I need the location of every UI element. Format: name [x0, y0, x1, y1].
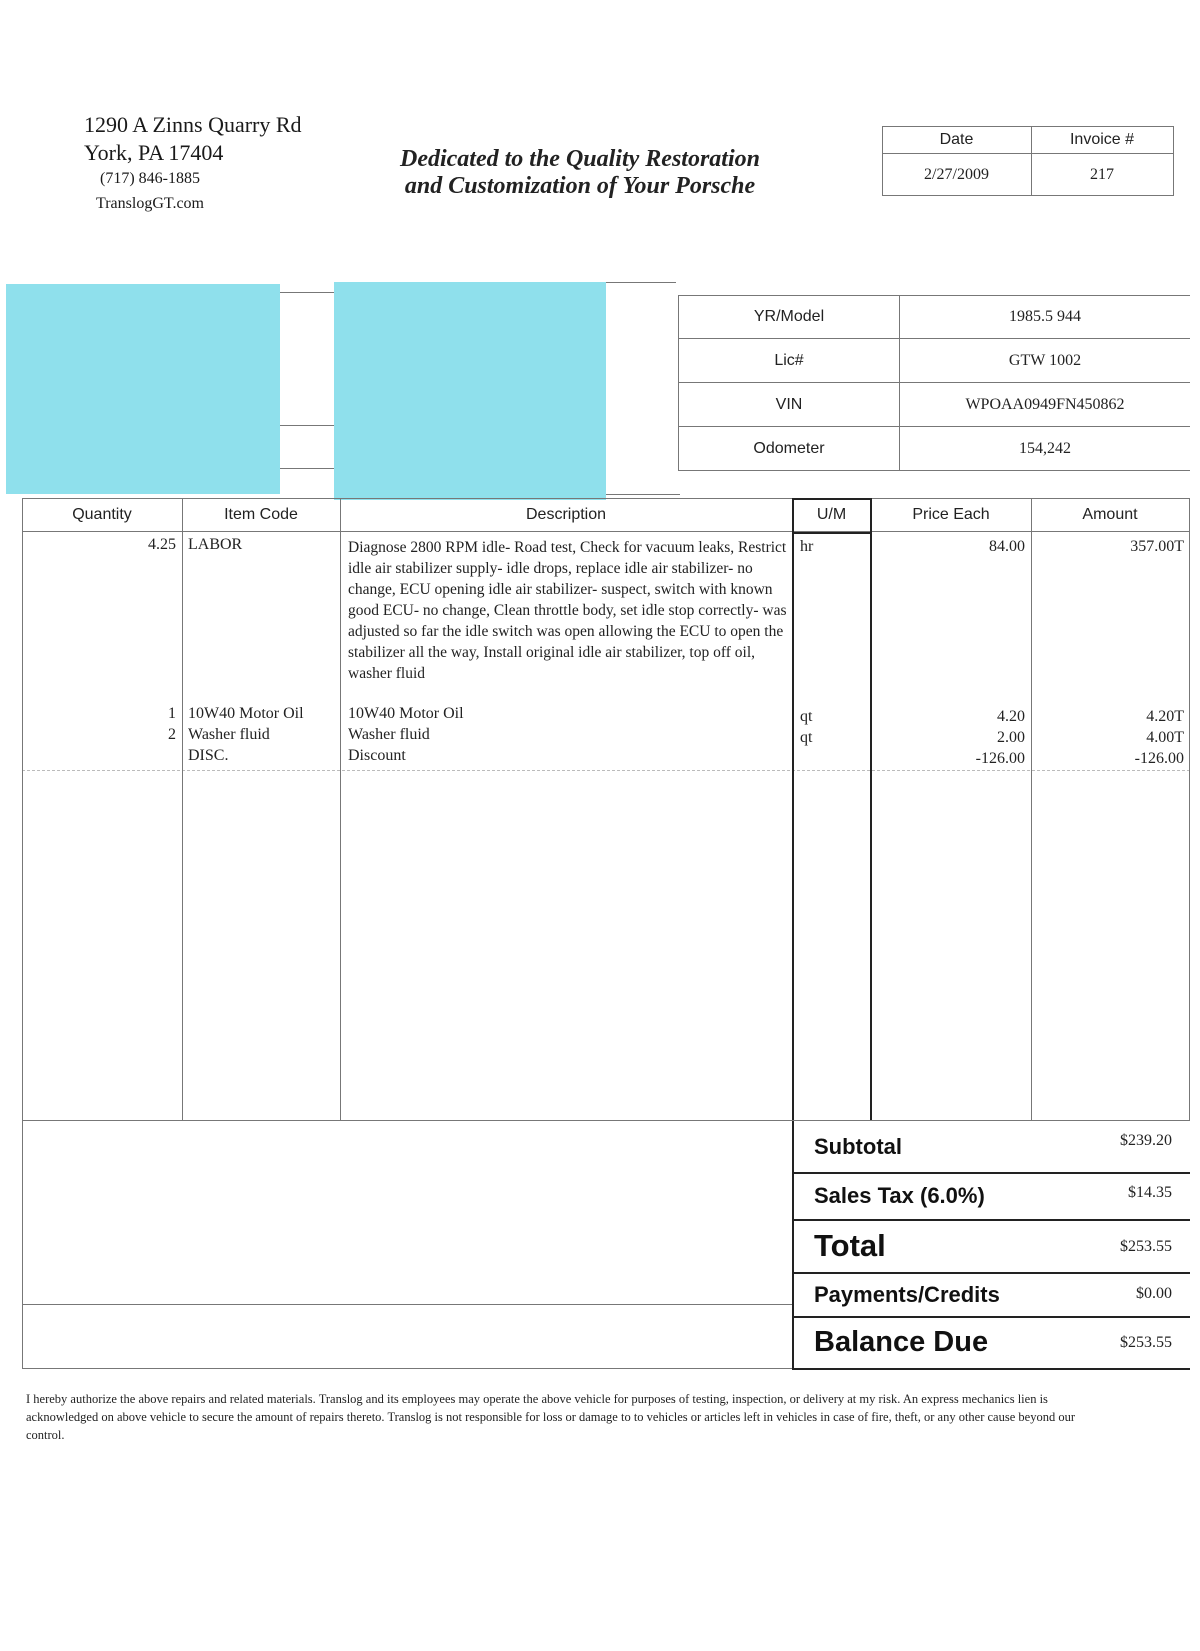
header-price-each: Price Each: [912, 505, 990, 523]
invoice-date: 2/27/2009: [924, 165, 989, 183]
row-price-each: -126.00: [975, 750, 1025, 767]
subtotal-value: $239.20: [1120, 1132, 1172, 1149]
balance-due-label: Balance Due: [814, 1326, 989, 1358]
row-quantity: 4.25: [148, 536, 176, 553]
company-phone: (717) 846-1885: [100, 170, 200, 187]
redacted-ship-to: [334, 282, 606, 500]
invoice-number: 217: [1090, 165, 1114, 183]
row-description: Washer fluid: [348, 726, 430, 743]
subtotal-label: Subtotal: [814, 1134, 902, 1159]
vehicle-value-model: 1985.5 944: [1009, 308, 1081, 325]
row-price-each: 4.20: [997, 708, 1025, 725]
row-item-code: Washer fluid: [188, 726, 270, 743]
vehicle-label-license: Lic#: [774, 351, 804, 369]
row-amount: -126.00: [1134, 750, 1184, 767]
header-um: U/M: [816, 505, 847, 523]
row-quantity: 2: [168, 726, 176, 743]
vehicle-value-vin: WPOAA0949FN450862: [965, 395, 1125, 413]
total-value: $253.55: [1120, 1238, 1172, 1255]
row-description: Diagnose 2800 RPM idle- Road test, Check for vacuum leaks, Restrict idle air stabilizer supply- idle drops, replace idle air stabilizer- no change, ECU opening idle air stabilizer- suspect, switch with known good ECU- no change, Clean throttle body, set idle stop correctly- was adjusted so far the idle switch was open allowing the ECU to open the stabilizer all the way, Install original idle air stabilizer, top off oil, washer fluid: [348, 539, 787, 682]
vehicle-label-model: YR/Model: [753, 308, 825, 325]
row-amount: 4.00T: [1146, 729, 1184, 746]
row-item-code: LABOR: [188, 536, 243, 553]
header-description: Description: [525, 505, 607, 523]
vehicle-value-license: GTW 1002: [1008, 351, 1082, 369]
company-address-line2: York, PA 17404: [84, 140, 224, 165]
row-price-each: 2.00: [997, 729, 1025, 746]
invoice-number-label: Invoice #: [1069, 131, 1135, 148]
row-item-code: DISC.: [188, 747, 229, 764]
row-um: qt: [800, 729, 813, 746]
header-item-code: Item Code: [224, 505, 298, 523]
vehicle-value-odometer: 154,242: [1019, 439, 1071, 457]
total-label: Total: [814, 1228, 886, 1263]
date-label: Date: [939, 131, 974, 148]
row-um: hr: [800, 538, 814, 555]
sales-tax-label: Sales Tax (6.0%): [814, 1183, 985, 1208]
row-description: 10W40 Motor Oil: [348, 705, 464, 722]
row-um: qt: [800, 708, 813, 725]
payments-credits-label: Payments/Credits: [814, 1282, 1000, 1307]
vehicle-label-vin: VIN: [775, 395, 803, 413]
sales-tax-value: $14.35: [1128, 1184, 1172, 1201]
balance-due-value: $253.55: [1120, 1334, 1172, 1351]
terms-text: I hereby authorize the above repairs and related materials. Translog and its employees may operate the above vehicle for purposes of testing, inspection, or delivery at my risk. An express mechanics lien is acknowledged on above vehicle to secure the amount of repairs thereto. Translog is not responsible for loss or damage to to vehicles or articles left in vehicles in case of fire, theft, or any other cause beyond our control.: [26, 1392, 1075, 1442]
company-tagline: Dedicated to the Quality Restoration and Customization of Your Porsche: [400, 146, 760, 199]
row-amount: 357.00T: [1130, 538, 1184, 555]
company-website: TranslogGT.com: [96, 195, 204, 212]
payments-credits-value: $0.00: [1136, 1285, 1172, 1302]
company-address-line1: 1290 A Zinns Quarry Rd: [84, 112, 302, 137]
row-item-code: 10W40 Motor Oil: [188, 705, 304, 722]
redacted-bill-to: [6, 284, 280, 494]
row-price-each: 84.00: [989, 538, 1025, 555]
row-quantity: 1: [168, 705, 176, 722]
header-amount: Amount: [1082, 505, 1138, 523]
header-quantity: Quantity: [72, 505, 132, 523]
row-description: Discount: [348, 747, 406, 764]
vehicle-label-odometer: Odometer: [753, 439, 825, 457]
row-amount: 4.20T: [1146, 708, 1184, 725]
